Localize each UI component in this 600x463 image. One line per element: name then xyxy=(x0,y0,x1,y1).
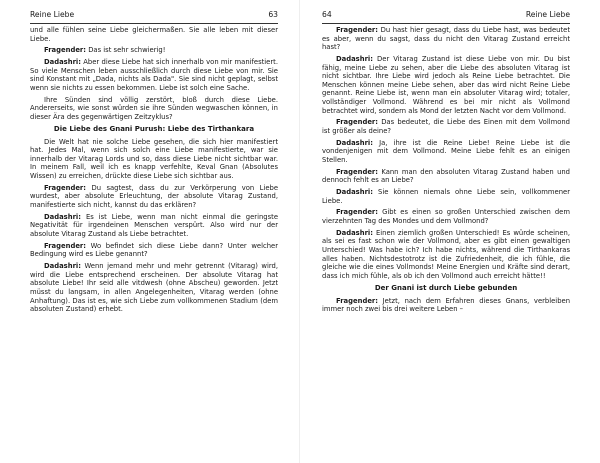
left-page-number: 63 xyxy=(268,10,278,19)
speaker-label: Dadashri: xyxy=(44,262,81,271)
left-header-rule xyxy=(30,23,278,24)
paragraph: Dadashri: Einen ziemlich großen Unterschied! Es würde scheinen, als sei es fast schon wie der Vollmond, aber es gibt einen gewaltigen Unterschied! Was habe ich? Ich habe nichts, während die Tirthankaras alles haben. Nichtsdestotrotz ist die Zufriedenheit, die ich fühle, die gleiche wie die eines Vollmonds! Meine Energien und Kräfte sind derart, dass ich mich fühle, als ob ich den Vollmond auch erreicht hätte!! xyxy=(322,228,570,280)
speaker-label: Fragender: xyxy=(336,167,379,176)
speaker-label: Fragender: xyxy=(336,296,379,305)
speaker-label: Fragender: xyxy=(44,241,87,250)
paragraph: Dadashri: Ja, ihre ist die Reine Liebe! Reine Liebe ist die vondenjenigen mit dem Vollmond. Meine Liebe fehlt es an einigen Stellen. xyxy=(322,138,570,164)
speaker-label: Dadashri: xyxy=(336,54,373,63)
speaker-label: Fragender: xyxy=(44,46,87,55)
speaker-label: Dadashri: xyxy=(44,58,81,67)
paragraph: Fragender: Du hast hier gesagt, dass du Liebe hast, was bedeutet es aber, wenn du sagst, dass du nicht den Vitarag Zustand erreicht hast? xyxy=(322,26,570,52)
speaker-label: Dadashri: xyxy=(336,228,373,237)
left-page-header xyxy=(30,10,278,20)
speaker-label: Dadashri: xyxy=(336,138,373,147)
paragraph: Fragender: Das ist sehr schwierig! xyxy=(44,46,166,55)
right-header-title: Reine Liebe xyxy=(525,10,570,19)
paragraph: Fragender: Kann man den absoluten Vitarag Zustand haben und dennoch fehlt es an Liebe? xyxy=(322,167,571,185)
paragraph: Fragender: Wo befindet sich diese Liebe dann? Unter welcher Bedingung wird es Liebe genannt? xyxy=(30,241,278,259)
right-page-header xyxy=(322,10,570,20)
paragraph: und alle fühlen seine Liebe gleichermaßen. Sie alle leben mit dieser Liebe. xyxy=(30,26,278,43)
paragraph: Dadashri: Sie können niemals ohne Liebe sein, vollkommener Liebe. xyxy=(322,188,570,205)
paragraph: Fragender: Gibt es einen so großen Unterschied zwischen dem vierzehnten Tag des Mondes und dem Vollmond? xyxy=(322,208,570,225)
paragraph: Die Welt hat nie solche Liebe gesehen, die sich hier manifestiert hat. Jedes Mal, wenn sich solch eine Liebe manifestierte, war sie innerhalb der Vitarag Lords und so, dass diese Liebe nicht sichtbar war. In meinem Fall, weil ich es knapp verfehlte, Keval Gnan (Absolutes Wissen) zu erreichen, drückte diese Liebe sich sichtbar aus. xyxy=(30,137,278,181)
paragraph: Fragender: Jetzt, nach dem Erfahren dieses Gnans, verbleiben immer noch zwei bis drei weitere Leben – xyxy=(322,296,570,314)
speaker-label: Dadashri: xyxy=(336,188,373,197)
paragraph: Fragender: Du sagtest, dass du zur Verkörperung von Liebe wurdest, aber absolute Erleuchtung, der absolute Vitarag Zustand, manifestierte sich nicht, kannst du das erklären? xyxy=(30,183,278,210)
right-page xyxy=(300,0,600,463)
paragraph: Dadashri: Wenn jemand mehr und mehr getrennt (Vitarag) wird, wird die Liebe entsprechend erscheinen. Der absolute Vitarag hat absolute Liebe! Ihr seid alle vitdwesh (ohne Abscheu) geworden. Jetzt müsst du langsam, in allen Angelegenheiten, Vitarag werden (ohne Anhaftung). Das ist es, wie sich Liebe zum vollkommenen Stadium (dem absoluten Zustand) erhebt. xyxy=(30,262,278,314)
paragraph: Fragender: Das bedeutet, die Liebe des Einen mit dem Vollmond ist größer als deine? xyxy=(322,118,571,135)
speaker-label: Fragender: xyxy=(336,26,379,34)
paragraph: Dadashri: Aber diese Liebe hat sich innerhalb von mir manifestiert. So viele Menschen leben ausschließlich durch diese Liebe von mir. Sie sind Konstant mit „Dada, nichts als Dada". Sie sind nicht geplagt, selbst wenn sie nichts zu essen bekommen. Liebe ist solch eine Sache. xyxy=(30,58,278,92)
right-page-number: 64 xyxy=(322,10,332,19)
paragraph: Ihre Sünden sind völlig zerstört, bloß durch diese Liebe. Andererseits, wie sonst würden sie ihre Sünden wegwaschen können, in dieser Ära des gegenwärtigen Zeitzyklus? xyxy=(30,95,278,121)
paragraph: Dadashri: Es ist Liebe, wenn man nicht einmal die geringste Negativität für irgendeinen Menschen verspürt. Also wird nur der absolute Vitarag Zustand als Liebe betrachtet. xyxy=(30,212,278,238)
speaker-label: Fragender: xyxy=(44,183,87,192)
right-header-rule xyxy=(322,23,570,24)
speaker-label: Fragender: xyxy=(336,208,379,217)
section-heading: Die Liebe des Gnani Purush: Liebe des Tirthankara xyxy=(53,124,255,133)
paragraph: Dadashri: Der Vitarag Zustand ist diese Liebe von mir. Du bist fähig, meine Liebe zu sehen, aber die Liebe des absoluten Vitarag ist nicht sichtbar. Ihre Liebe wird jedoch als Reine Liebe betrachtet. Die Menschen können meine Liebe sehen, aber das wird nicht Reine Liebe genannt. Reine Liebe ist, wenn man ein absoluter Vitarag wird; totaler, vollständiger Vollmond. Während es bei mir nicht als Vollmond betrachtet wird, sondern als Mond der letzten Nacht vor dem Vollmond. xyxy=(322,54,570,115)
left-header-title: Reine Liebe xyxy=(30,10,75,19)
speaker-label: Dadashri: xyxy=(44,212,81,221)
speaker-label: Fragender: xyxy=(336,118,379,127)
section-heading: Der Gnani ist durch Liebe gebunden xyxy=(374,283,518,292)
